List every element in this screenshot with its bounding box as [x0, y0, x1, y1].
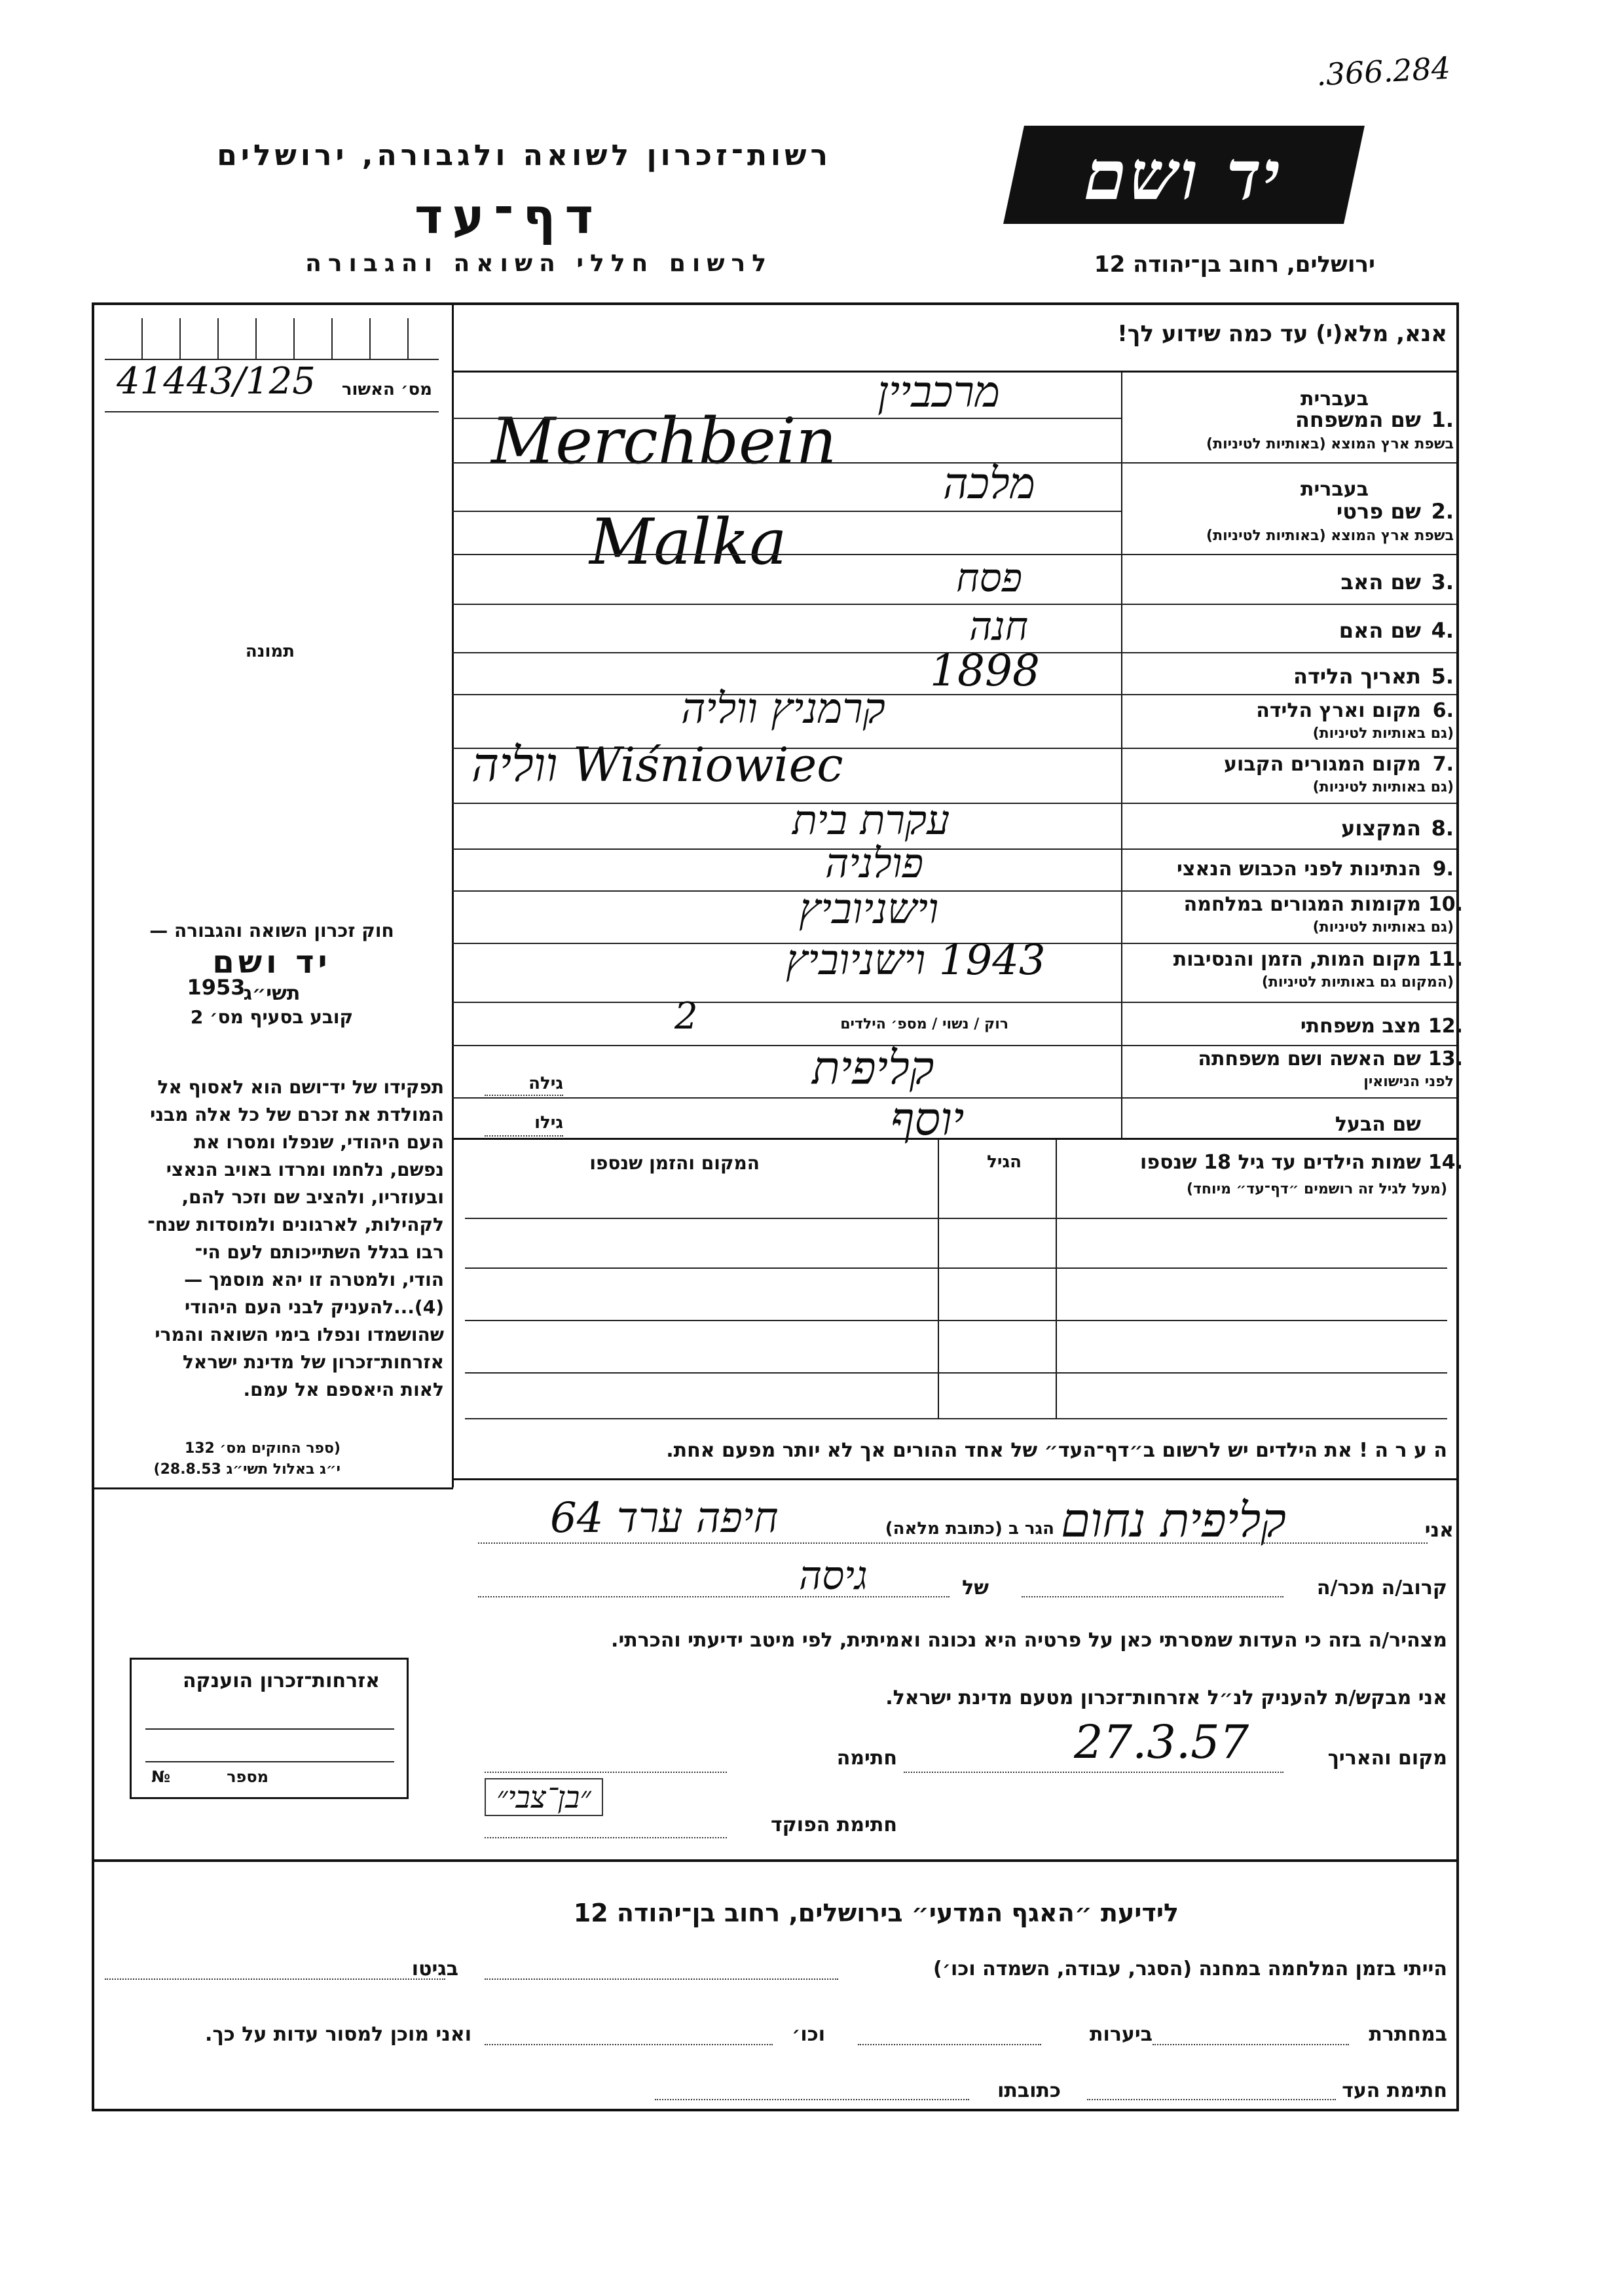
- footer-line3-field[interactable]: [655, 2099, 969, 2100]
- field-2-latin-value[interactable]: Malka: [589, 505, 787, 579]
- law-line: נפשם, נלחמו ומרדו באויב הנאצי: [166, 1159, 444, 1180]
- relative-line: [478, 1596, 950, 1597]
- footer-line2-b: ביערות: [1090, 2023, 1153, 2046]
- certificate-number-label: מספר: [227, 1768, 268, 1786]
- archive-number: .366.284: [1315, 50, 1452, 93]
- footer-line2-field[interactable]: [485, 2044, 773, 2045]
- row-rule: [452, 890, 1456, 892]
- field-7-number: 7.: [1432, 753, 1454, 776]
- field-1-label: שם המשפחה: [1295, 407, 1421, 432]
- field-3-number: 3.: [1431, 570, 1454, 594]
- field-9-label: הנתינות לפני הכבוש הנאצי: [1177, 858, 1421, 881]
- field-10-label: מקומות המגורים במלחמה: [1183, 893, 1421, 916]
- relative-value[interactable]: גיסה: [799, 1553, 868, 1599]
- footer-rule: [92, 1859, 1456, 1862]
- field-2-hebrew-value[interactable]: מלכה: [943, 458, 1035, 509]
- certificate-no: №: [151, 1768, 170, 1786]
- law-line: לקהילות, לארגונים ולמוסדות שנח־: [147, 1214, 444, 1235]
- field-4-label: שם האם: [1338, 618, 1421, 643]
- children-col-divider: [938, 1138, 939, 1419]
- field-7-value[interactable]: Wiśniowiec ווליה: [471, 737, 843, 792]
- approval-number: 41443/125: [117, 360, 316, 403]
- law-year: 1953: [187, 975, 246, 1000]
- field-10-sub: (גם באותיות לטיניות): [1312, 919, 1454, 936]
- place-date-line: [904, 1772, 1283, 1773]
- footer-line2-field[interactable]: [858, 2044, 1041, 2045]
- relative-label: קרוב/ה מכר/ה: [1316, 1576, 1447, 1599]
- row-rule: [452, 554, 1456, 555]
- field-5-number: 5.: [1431, 664, 1454, 689]
- request: אני מבקש/ת להעניק לנ״ל אזרחות־זכרון מטעם מדינת ישראל.: [885, 1686, 1447, 1709]
- instruction: אנא, מלא(י) עד כמה שידוע לך!: [1117, 321, 1447, 347]
- field-husband-age-line[interactable]: [485, 1135, 563, 1137]
- law-line: הודי, ולמטרה זו יהא מוסמך —: [184, 1269, 444, 1290]
- certificate-line: [145, 1761, 394, 1762]
- field-5-label: תאריך הלידה: [1293, 664, 1421, 689]
- law-year-heb: תשי״ג: [243, 982, 301, 1005]
- field-9-number: 9.: [1432, 858, 1454, 881]
- field-11-value[interactable]: 1943 וישניוביץ: [786, 936, 1046, 985]
- field-12-number: 12.: [1428, 1015, 1463, 1038]
- law-text: [98, 920, 445, 1028]
- field-2-label: שם פרטי: [1336, 499, 1421, 524]
- footer-line2-c: וכו׳: [792, 2023, 825, 2046]
- witness-live-label: הגר ב (כתובת מלאה): [885, 1519, 1054, 1539]
- org-line: רשות־זכרון לשואה ולגבורה, ירושלים: [217, 139, 832, 172]
- declaration: מצהיר/ה בזה כי העדות שמסרתי כאן על פרטיה היא נכונה ואמיתית, לפי מיטב ידיעתי והכרתי.: [611, 1629, 1447, 1652]
- field-11-number: 11.: [1428, 948, 1463, 971]
- field-2-lang: בעברית: [1301, 478, 1369, 501]
- law-line: שהושמדו ונפלו בימי השואה והמרי: [155, 1324, 444, 1345]
- footer-title: לידיעת ״האגף המדעי״ בירושלים, רחוב בן־יהודה 12: [573, 1899, 1179, 1927]
- subtitle: לרשום חללי השואה והגבורה: [305, 250, 773, 277]
- children-col-place: המקום והזמן שנספו: [589, 1152, 760, 1174]
- footer-line3-field[interactable]: [1087, 2099, 1336, 2100]
- law-section: קובע בסעיף מס׳ 2: [190, 1006, 354, 1028]
- field-9-value[interactable]: פולניה: [825, 839, 924, 887]
- field-husband-age-label: גילו: [534, 1113, 563, 1133]
- field-13-value[interactable]: קליפית: [812, 1041, 934, 1095]
- field-8-label: המקצוע: [1341, 816, 1421, 841]
- of-label: של: [962, 1576, 989, 1599]
- place-date-value[interactable]: 27.3.57: [1074, 1715, 1249, 1769]
- field-husband-value[interactable]: יוסף: [891, 1092, 965, 1146]
- field-6-label: מקום וארץ הלידה: [1256, 699, 1421, 722]
- signature-line: [485, 1772, 727, 1773]
- footer-line1-a: הייתי בזמן המלחמה במחנה (הסגר, עבודה, השמדה וכו׳): [933, 1958, 1447, 1980]
- field-4-value[interactable]: חנה: [969, 604, 1029, 649]
- law-line: ובעוזריו, ולהציב שם וזכר להם,: [181, 1186, 444, 1208]
- children-number: 14.: [1428, 1151, 1463, 1174]
- field-7-label: מקום המגורים הקבוע: [1224, 753, 1421, 776]
- children-rule: [465, 1218, 1447, 1219]
- field-2-sub: בשפת ארץ המוצא (באותיות לטיניות): [1206, 528, 1454, 544]
- field-11-label: מקום המות, הזמן והנסיבות: [1173, 948, 1421, 971]
- row-rule: [452, 1002, 1456, 1003]
- children-col-divider: [1056, 1138, 1057, 1419]
- row-rule: [452, 604, 1456, 605]
- field-10-number: 10.: [1428, 893, 1463, 916]
- children-rule: [465, 1418, 1447, 1419]
- row-rule: [452, 511, 1121, 512]
- officer-stamp: ״בן־צבי״: [485, 1778, 603, 1816]
- field-7-sub: (גם באותיות לטיניות): [1312, 779, 1454, 795]
- law-line: אזרחות־זכרון של מדינת ישראל: [182, 1351, 444, 1373]
- footer-line2-d: ואני מוכן למסור עדות על כך.: [205, 2023, 471, 2046]
- photo-label: תמונה: [245, 642, 295, 661]
- field-12-label: מצב משפחתי: [1300, 1015, 1421, 1038]
- signature-label: חתימה: [836, 1747, 897, 1770]
- address: ירושלים, רחוב בן־יהודה 12: [1094, 251, 1375, 278]
- field-6-number: 6.: [1432, 699, 1454, 722]
- certificate-line: [145, 1728, 394, 1730]
- field-10-value[interactable]: וישניוביץ: [799, 885, 939, 934]
- footer-line1-field[interactable]: [485, 1978, 838, 1980]
- field-3-value[interactable]: פסח: [956, 555, 1023, 601]
- law-line: לאות היאספם אל עמם.: [243, 1379, 444, 1400]
- field-6-sub: (גם באותיות לטיניות): [1312, 725, 1454, 742]
- field-husband-label: שם הבעל: [1335, 1113, 1421, 1136]
- sidebar-bottom-rule: [92, 1487, 453, 1489]
- witness-name[interactable]: קליפית נחום: [1061, 1493, 1286, 1548]
- children-rule: [465, 1320, 1447, 1321]
- logo-text: יד ושם: [1076, 134, 1292, 215]
- law-line: תפקידו של יד־ושם הוא לאסוף אל: [157, 1076, 444, 1098]
- footer-line1-field[interactable]: [105, 1978, 445, 1980]
- footer-line3-b: כתובתו: [997, 2079, 1061, 2102]
- field-12-value[interactable]: 2: [674, 995, 698, 1038]
- label-divider: [1121, 372, 1122, 1138]
- children-header: שמות הילדים עד גיל 18 שנספו: [1140, 1151, 1421, 1174]
- field-8-value[interactable]: עקרת בית: [792, 796, 950, 844]
- row-rule: [452, 1138, 1456, 1140]
- children-rule: [465, 1372, 1447, 1374]
- row-rule: [452, 803, 1456, 804]
- law-ref-1: (ספר החוקים מס׳ 132: [184, 1440, 341, 1457]
- sidebar-divider: [452, 305, 454, 1487]
- place-date-label: מקום והאריך: [1327, 1747, 1447, 1770]
- law-line: העם היהודי, שנפלו ומסרו את: [194, 1131, 444, 1153]
- law-paragraph: [97, 1074, 444, 1404]
- children-col-age: הגיל: [987, 1152, 1022, 1172]
- note: ה ע ר ה ! את הילדים יש לרשום ב״דף־העד״ של אחד ההורים אך לא יותר מפעם אחת.: [666, 1439, 1447, 1462]
- field-1-number: 1.: [1431, 407, 1454, 432]
- witness-i-label: אני: [1424, 1519, 1454, 1542]
- field-13-sub: לפני הנישואין: [1363, 1074, 1454, 1090]
- field-1-lang: בעברית: [1301, 388, 1369, 410]
- field-13-age-label: גילה: [528, 1074, 563, 1093]
- approval-grid: [105, 318, 439, 360]
- field-11-sub: (המקום גם באותיות לטיניות): [1261, 974, 1454, 991]
- row-rule: [452, 1045, 1456, 1046]
- footer-line2-field[interactable]: [1153, 2044, 1349, 2045]
- law-line: המולדת את זכרם של כל אלה מבני: [150, 1104, 444, 1125]
- field-5-value[interactable]: 1898: [930, 646, 1040, 696]
- footer-line3-a: חתימת העד: [1342, 2079, 1447, 2102]
- footer-line2-a: במחתרת: [1369, 2023, 1447, 2046]
- form-title: דף־עד: [415, 189, 602, 245]
- field-3-label: שם האב: [1340, 570, 1421, 594]
- field-1-latin-value[interactable]: Merchbein: [491, 405, 837, 478]
- field-8-number: 8.: [1431, 816, 1454, 841]
- children-header-sub: (מעל לגיל זה רושמים ״דף־עד״ מיוחד): [1186, 1181, 1447, 1197]
- children-rule: [465, 1267, 1447, 1269]
- law-line: רבו בגלל השתייכותם לעם הי־: [194, 1241, 444, 1263]
- field-13-number: 13.: [1428, 1048, 1463, 1070]
- row-rule: [452, 848, 1456, 850]
- row-rule: [452, 418, 1121, 419]
- witness-line: [478, 1542, 1428, 1544]
- law-line: (4)...להעניק לבני העם היהודי: [185, 1296, 444, 1318]
- field-12-options: רוק / נשוי / מספ׳ הילדים: [840, 1016, 1008, 1032]
- field-1-sub: בשפת ארץ המוצא (באותיות לטיניות): [1206, 436, 1454, 452]
- officer-line: [485, 1837, 727, 1838]
- field-13-age-line[interactable]: [485, 1095, 563, 1096]
- officer-label: חתימת הפוקד: [771, 1813, 897, 1836]
- field-13-label: שם האשה ושם משפחתה: [1198, 1048, 1421, 1070]
- note-rule: [452, 1478, 1456, 1480]
- row-rule: [452, 694, 1456, 695]
- field-1-hebrew-value[interactable]: מרכביין: [877, 367, 1001, 417]
- field-4-number: 4.: [1431, 618, 1454, 643]
- law-name: יד ושם: [212, 944, 331, 981]
- witness-address[interactable]: חיפה ערד 64: [550, 1494, 779, 1542]
- law-ref-2: י״ג באלול תשי״ג 28.8.53): [153, 1461, 341, 1478]
- field-2-number: 2.: [1431, 499, 1454, 524]
- law-title: חוק זכרון השואה והגבורה —: [149, 920, 394, 941]
- relative-line: [1022, 1596, 1283, 1597]
- footer-line1-b: בגיטו: [411, 1958, 458, 1980]
- yad-vashem-logo: [1003, 126, 1365, 224]
- approval-label: מס׳ האשור: [341, 380, 432, 399]
- field-6-value[interactable]: קרמניץ ווליה: [681, 685, 885, 733]
- certificate-title: אזרחות־זכרון הוענקה: [182, 1669, 380, 1692]
- approval-rule: [105, 411, 439, 412]
